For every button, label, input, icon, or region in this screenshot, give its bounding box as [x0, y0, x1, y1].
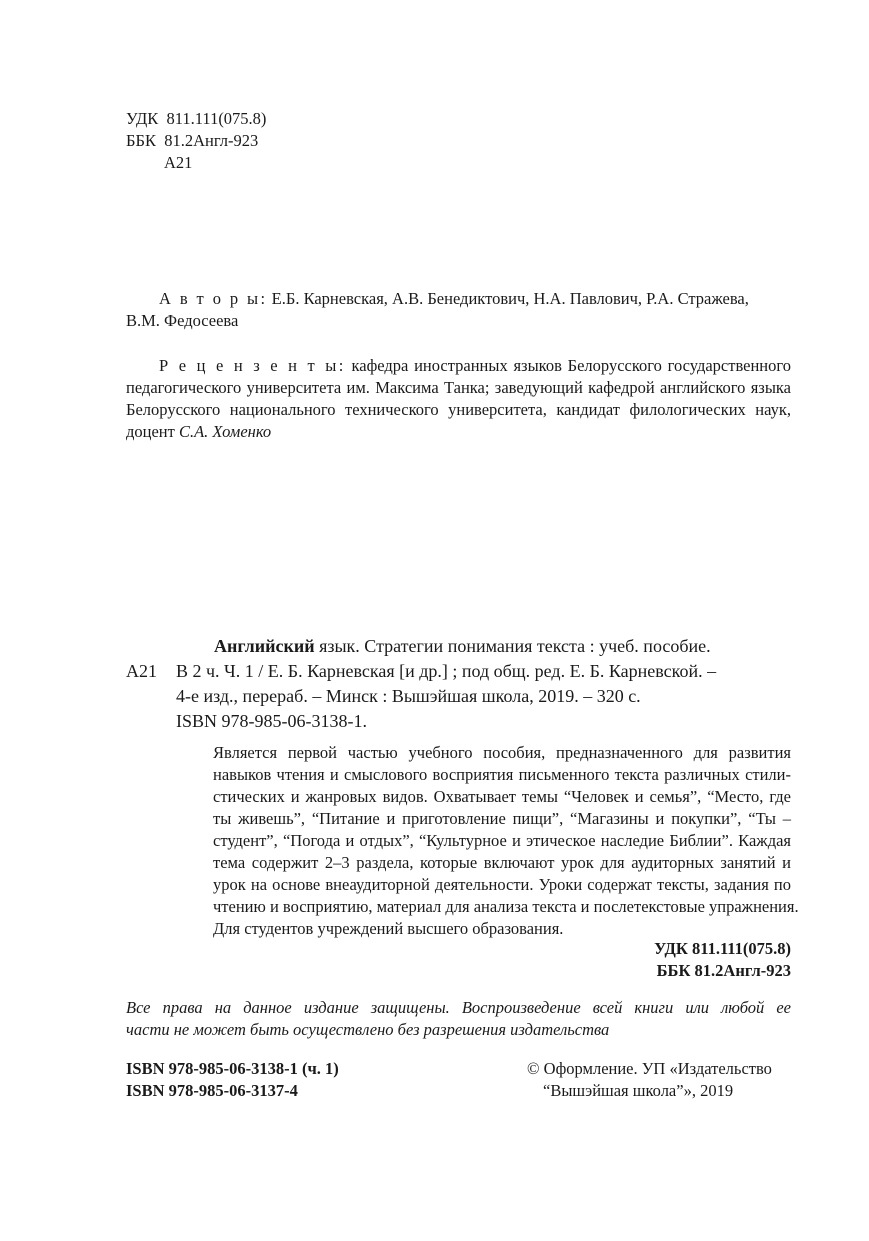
- biblio-line-4: [126, 709, 791, 734]
- author-mark: А21: [164, 153, 193, 172]
- authors-names: Е.Б. Карневская, А.В. Бенедиктович, Н.А. Павлович, Р.А. Стражева,: [267, 289, 749, 308]
- reviewers-block: [126, 355, 791, 443]
- biblio-isbn: ISBN 978-985-06-3138-1.: [176, 711, 367, 731]
- copyright-line-1: © Оформление. УП «Издательство: [527, 1059, 772, 1078]
- isbn-block: [126, 1058, 339, 1102]
- annotation-line: студент”, “Погода и отдых”, “Культурное и этическое наследие Библии”. Каждая: [213, 831, 791, 850]
- biblio-line-1: [126, 634, 791, 659]
- classification-bottom: [654, 938, 791, 982]
- rights-notice: [126, 997, 791, 1041]
- annotation-line: Для студентов учреждений высшего образования.: [213, 919, 564, 938]
- biblio-title-bold: Английский: [214, 636, 315, 656]
- biblio-line-2-text: В 2 ч. Ч. 1 / Е. Б. Карневская [и др.] ; под общ. ред. Е. Б. Карневской. –: [176, 661, 717, 681]
- copyright-line-2: “Вышэйшая школа”», 2019: [543, 1081, 734, 1100]
- biblio-line-2: [126, 659, 791, 684]
- annotation-line: чтению и восприятию, материал для анализа текста и послетекстовые упражнения.: [213, 897, 799, 916]
- udk-code: УДК 811.111(075.8): [126, 109, 267, 128]
- isbn-part-1: ISBN 978-985-06-3138-1 (ч. 1): [126, 1059, 339, 1078]
- annotation-line: ты живешь”, “Питание и приготовление пищи”, “Магазины и покупки”, “Ты –: [213, 809, 791, 828]
- bibliographic-record: [126, 634, 791, 734]
- bbk-code: ББК 81.2Англ-923: [126, 131, 259, 150]
- rights-line-2: части не может быть осуществлено без разрешения издательства: [126, 1020, 610, 1039]
- biblio-code: А21: [126, 661, 157, 681]
- annotation-line: стических и жанровых видов. Охватывает темы “Человек и семья”, “Место, где: [213, 787, 791, 806]
- copyright-notice: [527, 1058, 791, 1102]
- authors-block: [126, 288, 791, 332]
- biblio-line-3: [126, 684, 791, 709]
- annotation-line: тема содержит 2–3 раздела, которые включают урок для аудиторных занятий и: [213, 853, 791, 872]
- annotation-line: Является первой частью учебного пособия, предназначенного для развития: [213, 743, 791, 762]
- reviewers-text: кафедра иностранных языков Белорусского государственного педагогического университета им. Максима Танка; заведующий кафедрой английского языка Белорусского национального технического университета, кандидат филологических наук, доцент: [126, 356, 791, 441]
- authors-line-1: [126, 288, 791, 310]
- biblio-line-3-text: 4-е изд., перераб. – Минск : Вышэйшая школа, 2019. – 320 с.: [176, 686, 641, 706]
- reviewer-name: С.А. Хоменко: [178, 422, 272, 441]
- annotation-block: [213, 742, 799, 940]
- reviewers-label: Р е ц е н з е н т ы:: [159, 356, 346, 375]
- rights-line-1: Все права на данное издание защищены. Воспроизведение всей книги или любой ее: [126, 998, 791, 1017]
- authors-line-2: В.М. Федосеева: [126, 311, 239, 330]
- biblio-title-rest: язык. Стратегии понимания текста : учеб. пособие.: [314, 636, 711, 656]
- bbk-code-bottom: ББК 81.2Англ-923: [656, 961, 791, 980]
- annotation-line: урок на основе внеаудиторной деятельности. Уроки содержат тексты, задания по: [213, 875, 791, 894]
- udk-code-bottom: УДК 811.111(075.8): [654, 939, 791, 958]
- annotation-line: навыков чтения и смыслового восприятия письменного текста различных стили-: [213, 765, 791, 784]
- authors-label: А в т о р ы:: [159, 289, 268, 308]
- classification-block: [126, 108, 426, 174]
- isbn-full: ISBN 978-985-06-3137-4: [126, 1081, 298, 1100]
